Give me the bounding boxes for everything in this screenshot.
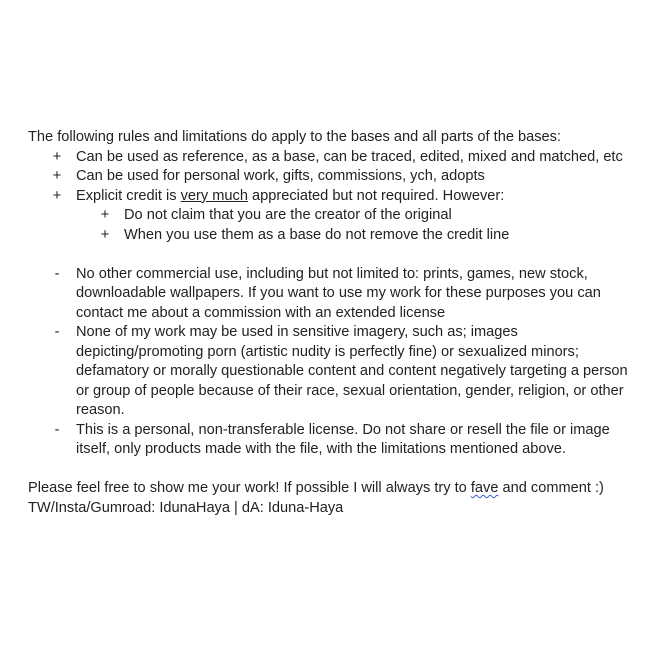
list-item: [28, 323, 628, 421]
blank-line: [28, 460, 628, 480]
list-item: [28, 265, 628, 324]
credit-suffix-text: appreciated but not required. However:: [247, 187, 505, 204]
sub-list-item-text: Do not claim that you are the creator of the original: [124, 207, 452, 223]
sub-list-item-text: When you use them as a base do not remove the credit line: [124, 226, 510, 243]
plus-bullet: +: [100, 207, 110, 223]
sub-list-item: [28, 226, 628, 246]
dash-bullet: -: [54, 324, 60, 340]
plus-bullet: +: [52, 168, 62, 184]
credit-list-item: [28, 187, 628, 207]
restrictions-list: [28, 265, 628, 460]
spellcheck-flagged-word[interactable]: fave: [470, 480, 499, 496]
list-item-text: Can be used as reference, as a base, can be traced, edited, mixed and matched, etc: [76, 148, 623, 165]
intro-text: The following rules and limitations do apply to the bases and all parts of the bases:: [28, 129, 561, 145]
dash-bullet: -: [54, 265, 60, 282]
list-item-text: This is a personal, non-transferable license. Do not share or resell the file or image itself, only products made with the file, with the limitations mentioned above.: [76, 421, 610, 457]
list-item: [28, 421, 628, 460]
credit-prefix-text: Explicit credit is: [76, 187, 181, 204]
sub-list-item: [28, 206, 628, 226]
dash-bullet: -: [54, 421, 60, 438]
allowed-uses-list: [28, 148, 628, 246]
list-item-text: No other commercial use, including but not limited to: prints, games, new stock, downloadable wallpapers. If you want to use my work for these purposes you can contact me about a commission with an extended license: [76, 265, 601, 321]
list-item-text: Can be used for personal work, gifts, commissions, ych, adopts: [76, 168, 485, 184]
closing-text: [28, 479, 628, 499]
blank-line: [28, 245, 628, 265]
document-body: [28, 128, 628, 518]
list-item: [28, 167, 628, 187]
plus-bullet: +: [100, 226, 110, 243]
list-item: [28, 148, 628, 168]
plus-bullet: +: [52, 187, 62, 204]
list-item-text: None of my work may be used in sensitive imagery, such as; images depicting/promoting porn (artistic nudity is perfectly fine) or sexualized minors; defamatory or morally questionable content and content negatively targeting a person or group of people because of their race, sexual orientation, gender, religion, or other reason.: [76, 324, 628, 418]
underlined-emphasis: very much: [180, 187, 248, 204]
closing-suffix-text: and comment :): [498, 480, 604, 496]
plus-bullet: +: [52, 148, 62, 165]
closing-prefix-text: Please feel free to show me your work! If possible I will always try to: [28, 480, 471, 496]
social-handles: TW/Insta/Gumroad: IdunaHaya | dA: Iduna-Haya: [28, 499, 344, 516]
